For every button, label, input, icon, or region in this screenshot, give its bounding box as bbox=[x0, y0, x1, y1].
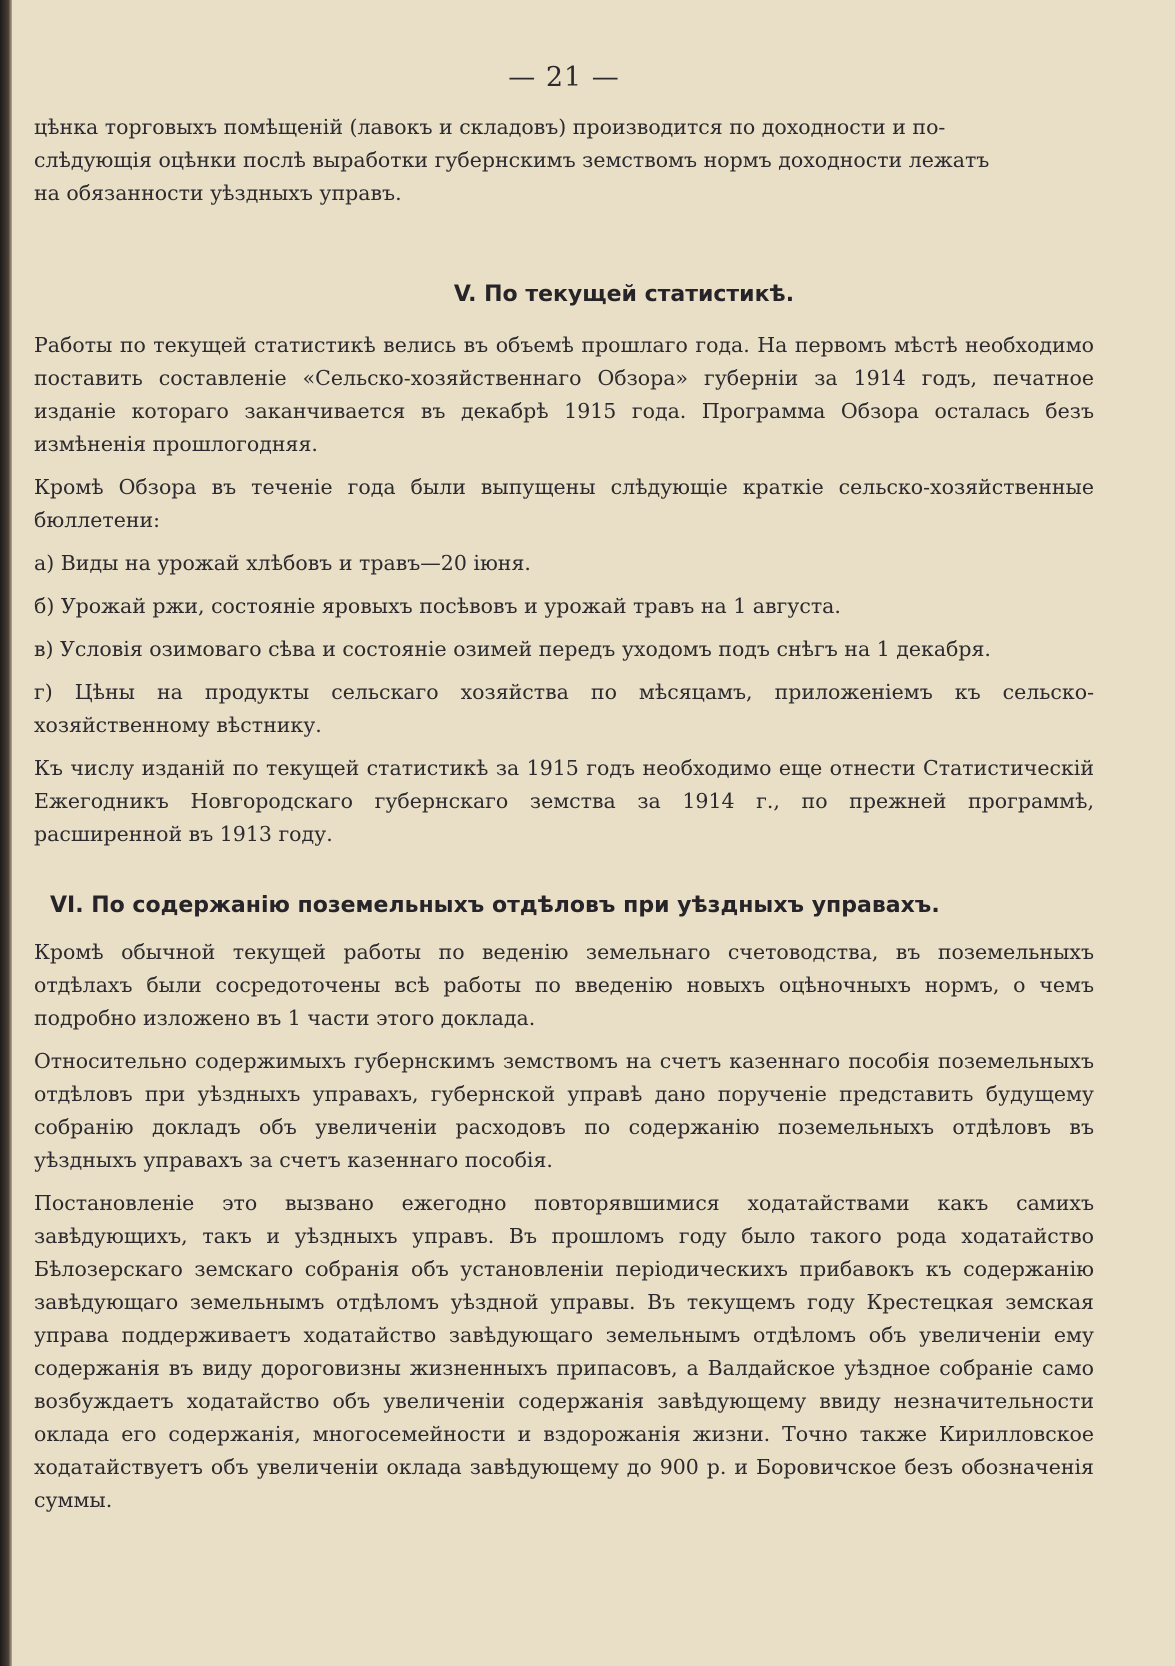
section-6-paragraph-2: Относительно содержимыхъ губернскимъ земствомъ на счетъ казеннаго пособія поземельныхъ отдѣловъ при уѣздныхъ управахъ, губернской управѣ дано порученіе представить будущему собранію докладъ объ увеличеніи расходовъ по содержанію поземельныхъ отдѣловъ въ уѣздныхъ управахъ за счетъ казеннаго пособія. bbox=[34, 1049, 1094, 1172]
bulletin-item-c: в) Условія озимоваго сѣва и состояніе озимей передъ уходомъ подъ снѣгъ на 1 декабря. bbox=[34, 637, 991, 661]
bulletin-item-d: г) Цѣны на продукты сельскаго хозяйства по мѣсяцамъ, приложеніемъ къ сельско-хозяйственному вѣстнику. bbox=[34, 680, 1094, 737]
section-5-paragraph-1: Работы по текущей статистикѣ велись въ объемѣ прошлаго года. На первомъ мѣстѣ необходимо поставить составленіе «Сельско-хозяйственнаго Обзора» губерніи за 1914 годъ, печатное изданіе котораго заканчивается въ декабрѣ 1915 года. Программа Обзора осталась безъ измѣненія прошлогодняя. bbox=[34, 333, 1094, 456]
section-6-paragraph-1: Кромѣ обычной текущей работы по веденію земельнаго счетоводства, въ поземельныхъ отдѣлахъ были сосредоточены всѣ работы по введенію новыхъ оцѣночныхъ нормъ, о чемъ подробно изложено въ 1 части этого доклада. bbox=[34, 940, 1094, 1030]
section-6-heading: VI. По содержанію поземельныхъ отдѣловъ при уѣздныхъ управахъ. bbox=[50, 893, 940, 918]
page-number: — 21 — bbox=[508, 62, 620, 93]
intro-line-3: на обязанности уѣздныхъ управъ. bbox=[34, 181, 402, 205]
intro-line-2: слѣдующія оцѣнки послѣ выработки губернскимъ земствомъ нормъ доходности лежатъ bbox=[34, 148, 990, 172]
intro-line-1: цѣнка торговыхъ помѣщеній (лавокъ и складовъ) производится по доходности и по- bbox=[34, 115, 946, 139]
section-5-paragraph-3: Къ числу изданій по текущей статистикѣ за 1915 годъ необходимо еще отнести Статистическій Ежегодникъ Новгородскаго губернскаго земства за 1914 г., по прежней программѣ, расширенной въ 1913 году. bbox=[34, 756, 1094, 846]
section-6-paragraph-3: Постановленіе это вызвано ежегодно повторявшимися ходатайствами какъ самихъ завѣдующихъ, такъ и уѣздныхъ управъ. Въ прошломъ году было такого рода ходатайство Бѣлозерскаго земскаго собранія объ установленіи періодическихъ прибавокъ къ содержанію завѣдующаго земельнымъ отдѣломъ уѣздной управы. Въ текущемъ году Крестецкая земская управа поддерживаетъ ходатайство завѣдующаго земельнымъ отдѣломъ объ увеличеніи ему содержанія въ виду дороговизны жизненныхъ припасовъ, а Валдайское уѣздное собраніе само возбуждаетъ ходатайство объ увеличеніи содержанія завѣдующему ввиду незначительности оклада его содержанія, многосемейности и вздорожанія жизни. Точно также Кирилловское ходатайствуетъ объ увеличеніи оклада завѣдующему до 900 р. и Боровичское безъ обозначенія суммы. bbox=[34, 1191, 1094, 1512]
section-5-paragraph-2: Кромѣ Обзора въ теченіе года были выпущены слѣдующіе краткіе сельско-хозяйственные бюллетени: bbox=[34, 475, 1094, 532]
document-page bbox=[34, 62, 1094, 1527]
intro-paragraph bbox=[34, 111, 1094, 210]
bulletin-item-a: а) Виды на урожай хлѣбовъ и травъ—20 іюня. bbox=[34, 551, 531, 575]
bulletin-item-b: б) Урожай ржи, состояніе яровыхъ посѣвовъ и урожай травъ на 1 августа. bbox=[34, 594, 841, 618]
book-spine-shadow bbox=[0, 0, 12, 1666]
section-5-heading: V. По текущей статистикѣ. bbox=[453, 282, 795, 307]
